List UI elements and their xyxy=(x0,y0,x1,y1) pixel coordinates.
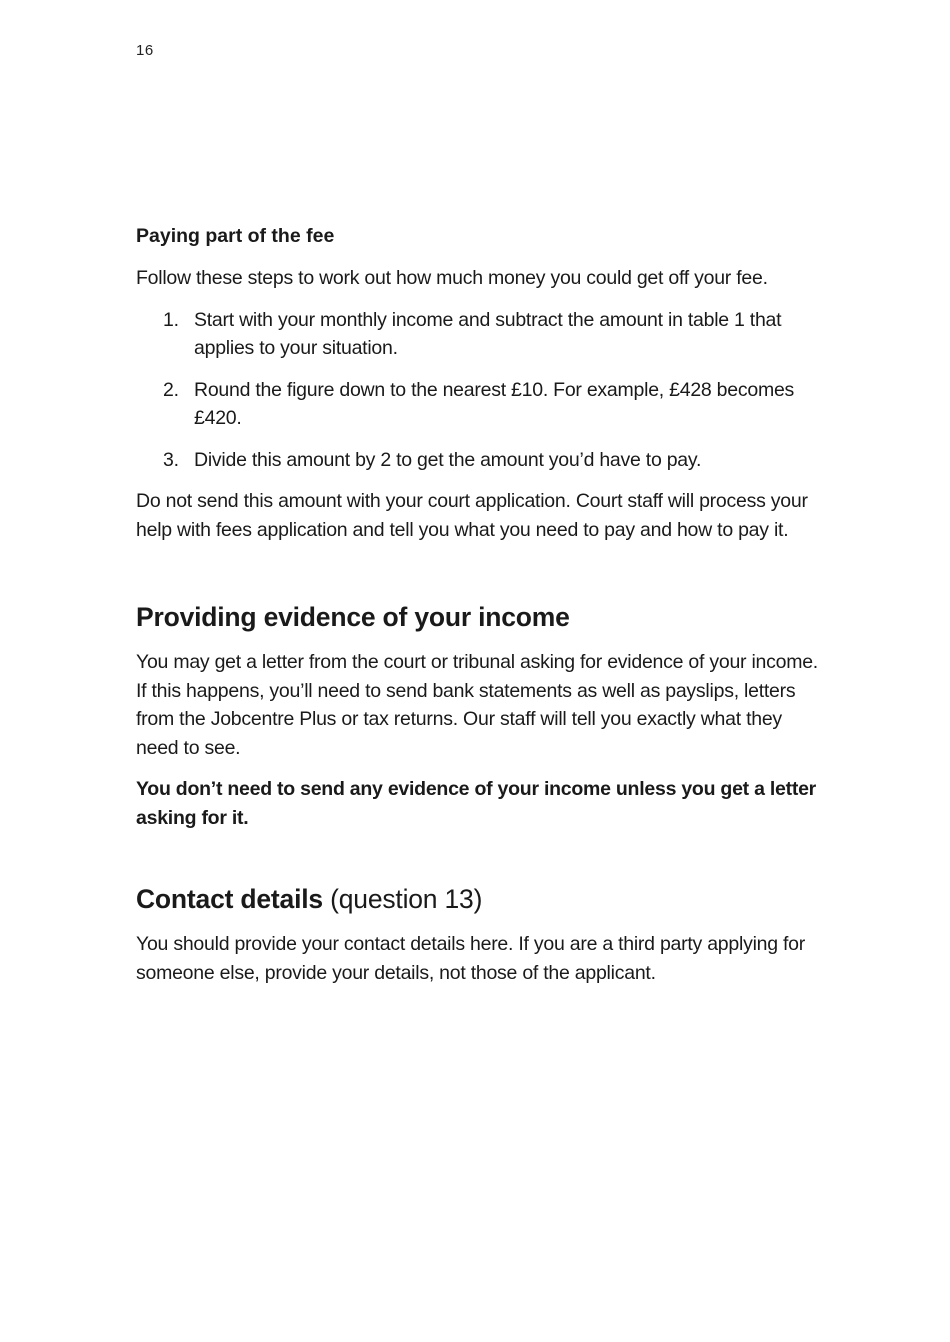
steps-list xyxy=(136,306,826,475)
evidence-section xyxy=(136,600,826,832)
page-number: 16 xyxy=(136,42,154,59)
list-item xyxy=(136,376,826,433)
contact-heading xyxy=(136,882,826,916)
step-number: 3. xyxy=(163,448,179,471)
contact-section xyxy=(136,882,826,987)
list-item xyxy=(136,306,826,363)
step-text: Start with your monthly income and subtract the amount in table 1 that applies to your situation. xyxy=(194,308,782,359)
evidence-heading: Providing evidence of your income xyxy=(136,602,570,632)
step-number: 2. xyxy=(163,378,179,401)
evidence-body: You may get a letter from the court or tribunal asking for evidence of your income. If this happens, you’ll need to send bank statements as well as payslips, letters from the Jobcentre Plus or tax returns. Our staff will tell you exactly what they need to see. xyxy=(136,651,818,759)
list-item xyxy=(136,446,826,475)
contact-heading-qualifier: (question 13) xyxy=(330,884,483,914)
contact-heading-title: Contact details xyxy=(136,884,323,914)
step-text: Round the figure down to the nearest £10. For example, £428 becomes £420. xyxy=(194,378,795,429)
paying-part-intro: Follow these steps to work out how much money you could get off your fee. xyxy=(136,267,768,289)
step-number: 1. xyxy=(163,308,179,331)
evidence-bold-note: You don’t need to send any evidence of your income unless you get a letter asking for it. xyxy=(136,778,817,829)
contact-body: You should provide your contact details here. If you are a third party applying for someone else, provide your details, not those of the applicant. xyxy=(136,933,806,984)
paying-part-section xyxy=(136,222,826,544)
page-content xyxy=(136,222,826,1000)
step-text: Divide this amount by 2 to get the amount you’d have to pay. xyxy=(194,448,702,471)
paying-part-note: Do not send this amount with your court application. Court staff will process your help with fees application and tell you what you need to pay and how to pay it. xyxy=(136,490,808,541)
paying-part-heading: Paying part of the fee xyxy=(136,225,335,247)
